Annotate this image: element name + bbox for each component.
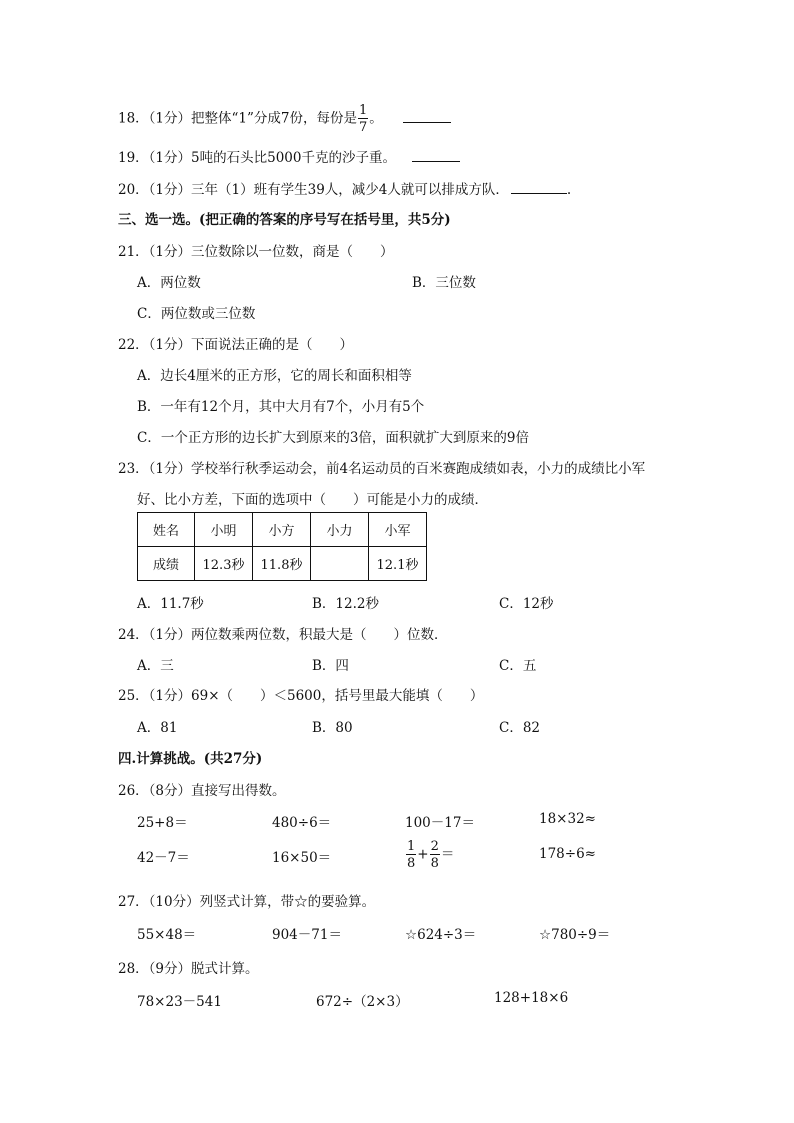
calc-item: 25+8＝: [137, 815, 188, 831]
calc-item: 100－17＝: [405, 815, 475, 831]
calc-item: 178÷6≈: [539, 846, 596, 862]
fraction-numerator: 1: [407, 839, 416, 854]
table-header-cell: 小方: [253, 513, 311, 547]
option-22-c[interactable]: C．一个正方形的边长扩大到原来的3倍，面积就扩大到原来的9倍: [137, 430, 530, 446]
option-23-b[interactable]: B．12.2秒: [312, 596, 379, 612]
question-26: 26．（8分）直接写出得数。: [118, 783, 286, 799]
table-cell: 11.8秒: [253, 547, 311, 581]
calc-item: 128+18×6: [494, 990, 569, 1006]
table-header-cell: 小明: [195, 513, 253, 547]
question-27: 27．（10分）列竖式计算，带☆的要验算。: [118, 894, 376, 910]
table-header-cell: 小军: [369, 513, 427, 547]
calc-item: ☆624÷3＝: [405, 927, 477, 943]
calc-item: 78×23－541: [137, 994, 222, 1010]
answer-blank-19[interactable]: [412, 149, 460, 162]
question-19: [118, 146, 460, 166]
section-3-title: 三、选一选。(把正确的答案的序号写在括号里，共5分): [118, 212, 451, 228]
question-23-line-1: 23．（1分）学校举行秋季运动会，前4名运动员的百米赛跑成绩如表，小力的成绩比小军: [118, 461, 646, 477]
fraction-numerator: 1: [359, 103, 368, 118]
option-24-a[interactable]: A．三: [137, 658, 174, 674]
option-25-b[interactable]: B．80: [312, 720, 353, 736]
option-23-a[interactable]: A．11.7秒: [137, 596, 204, 612]
option-21-c[interactable]: C．两位数或三位数: [137, 306, 256, 322]
question-25: 25．（1分）69×（ ）＜5600，括号里最大能填（ ）: [118, 688, 484, 704]
table-header-cell: 姓名: [138, 513, 195, 547]
question-24: 24．（1分）两位数乘两位数，积最大是（ ）位数．: [118, 627, 448, 643]
table-header-cell: 小力: [311, 513, 369, 547]
plus-sign: +: [417, 846, 429, 863]
question-21: 21．（1分）三位数除以一位数，商是（ ）: [118, 244, 394, 260]
option-22-a[interactable]: A．边长4厘米的正方形，它的周长和面积相等: [137, 368, 412, 384]
question-20-text: 20．（1分）三年（1）班有学生39人，减少4人就可以排成方队．: [118, 182, 509, 198]
table-cell: 12.3秒: [195, 547, 253, 581]
fraction-sum: [405, 840, 454, 870]
option-24-b[interactable]: B．四: [312, 658, 349, 674]
question-22: 22．（1分）下面说法正确的是（ ）: [118, 337, 354, 353]
calc-item: 904－71＝: [272, 927, 342, 943]
option-21-b[interactable]: B．三位数: [412, 275, 476, 291]
equals-sign: ＝: [440, 846, 455, 863]
question-18: [118, 104, 451, 134]
fraction-denominator: 8: [430, 856, 439, 871]
option-21-a[interactable]: A．两位数: [137, 275, 201, 291]
table-cell: [311, 547, 369, 581]
question-19-text: 19．（1分）5吨的石头比5000千克的沙子重。: [118, 150, 396, 166]
score-table: [137, 512, 427, 581]
option-25-c[interactable]: C．82: [499, 720, 541, 736]
answer-blank-20[interactable]: [511, 181, 567, 194]
fraction-one-eighth: [406, 840, 416, 870]
option-24-c[interactable]: C．五: [499, 658, 537, 674]
question-23-line-2: 好、比小方差，下面的选项中（ ）可能是小力的成绩．: [137, 492, 488, 508]
option-22-b[interactable]: B．一年有12个月，其中大月有7个，小月有5个: [137, 399, 425, 415]
calc-item: 672÷（2×3）: [316, 994, 409, 1010]
fraction-denominator: 8: [407, 856, 416, 871]
question-18-text: 18．（1分）把整体“1”分成7份，每份是: [118, 110, 357, 127]
question-20: [118, 178, 571, 198]
fraction-one-seventh: [358, 104, 368, 134]
table-cell: 成绩: [138, 547, 195, 581]
option-25-a[interactable]: A．81: [137, 720, 178, 736]
question-28: 28．（9分）脱式计算。: [118, 961, 259, 977]
section-4-title: 四.计算挑战。(共27分): [118, 751, 263, 767]
fraction-two-eighths: [430, 840, 440, 870]
calc-item: 55×48＝: [137, 927, 197, 943]
calc-item: 16×50＝: [272, 850, 332, 866]
calc-item: 480÷6＝: [272, 815, 332, 831]
option-23-c[interactable]: C．12秒: [499, 596, 554, 612]
table-cell: 12.1秒: [369, 547, 427, 581]
calc-item: 42－7＝: [137, 850, 190, 866]
question-18-tail: 。: [369, 110, 383, 127]
answer-blank-18[interactable]: [403, 110, 451, 123]
question-20-tail: .: [566, 182, 572, 198]
fraction-numerator: 2: [430, 839, 439, 854]
fraction-denominator: 7: [359, 120, 368, 135]
table-row: [138, 547, 427, 581]
calc-item: ☆780÷9＝: [539, 927, 611, 943]
table-row: [138, 513, 427, 547]
calc-item: 18×32≈: [539, 811, 596, 827]
